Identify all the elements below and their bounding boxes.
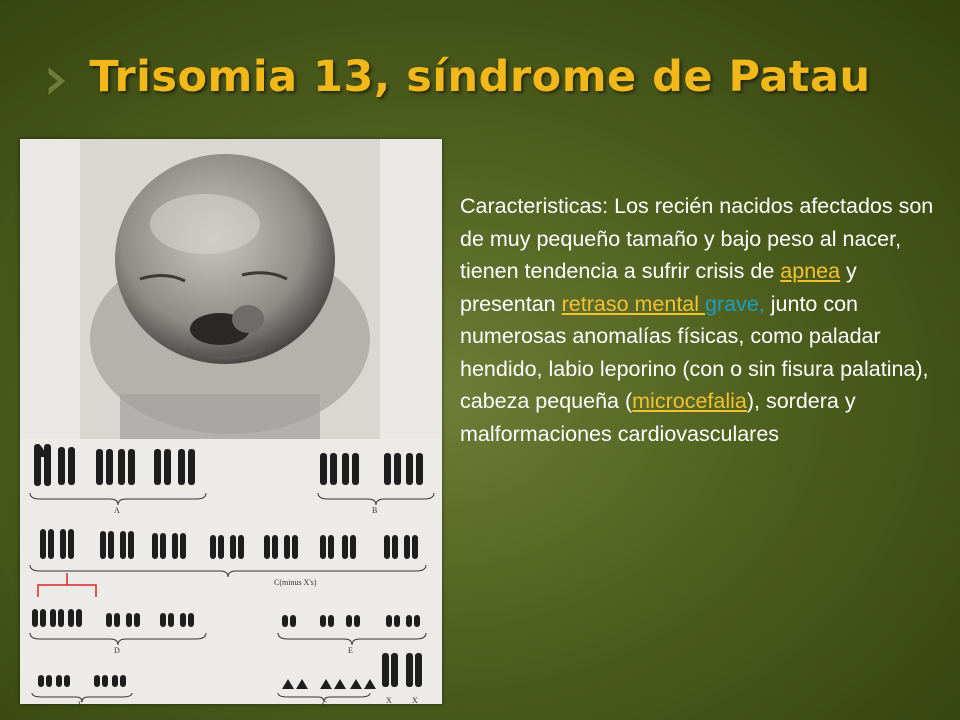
karyotype-label-A: A — [114, 506, 120, 515]
characteristics-heading: Caracteristicas: — [460, 194, 609, 218]
karyotype-label-X1: X — [386, 696, 392, 705]
slide-title: Trisomia 13, síndrome de Patau — [89, 52, 871, 102]
text-part-2: y presentan — [460, 259, 857, 316]
newborn-photo — [20, 139, 442, 439]
text-part-4: ), sordera y malformaciones cardiovasculares — [460, 389, 856, 446]
link-retraso-mental[interactable]: retraso mental — [561, 291, 706, 316]
karyotype-label-X2: X — [412, 696, 418, 705]
karyotype-label-D: D — [114, 646, 120, 655]
link-apnea[interactable]: apnea — [780, 259, 841, 283]
karyotype-label-B: B — [372, 506, 378, 515]
link-microcefalia[interactable]: microcefalia — [632, 389, 747, 413]
text-part-1: Los recién nacidos afectados son de muy pequeño tamaño y bajo peso al nacer, tienen tendencia a sufrir crisis de — [460, 194, 934, 283]
karyotype-label-C: C(minus X's) — [274, 578, 317, 587]
karyotype-label-F: F — [78, 700, 83, 709]
karyotype-label-G: G — [322, 700, 328, 709]
patau-figure — [20, 139, 442, 709]
karyotype-chart — [20, 439, 442, 709]
characteristics-paragraph — [460, 190, 950, 450]
link-grave[interactable]: grave, — [705, 291, 765, 316]
text-part-3: junto con numerosas anomalías físicas, como paladar hendido, labio leporino (con o sin fisura palatina), cabeza pequeña ( — [460, 291, 929, 413]
karyotype-label-E: E — [348, 646, 353, 655]
